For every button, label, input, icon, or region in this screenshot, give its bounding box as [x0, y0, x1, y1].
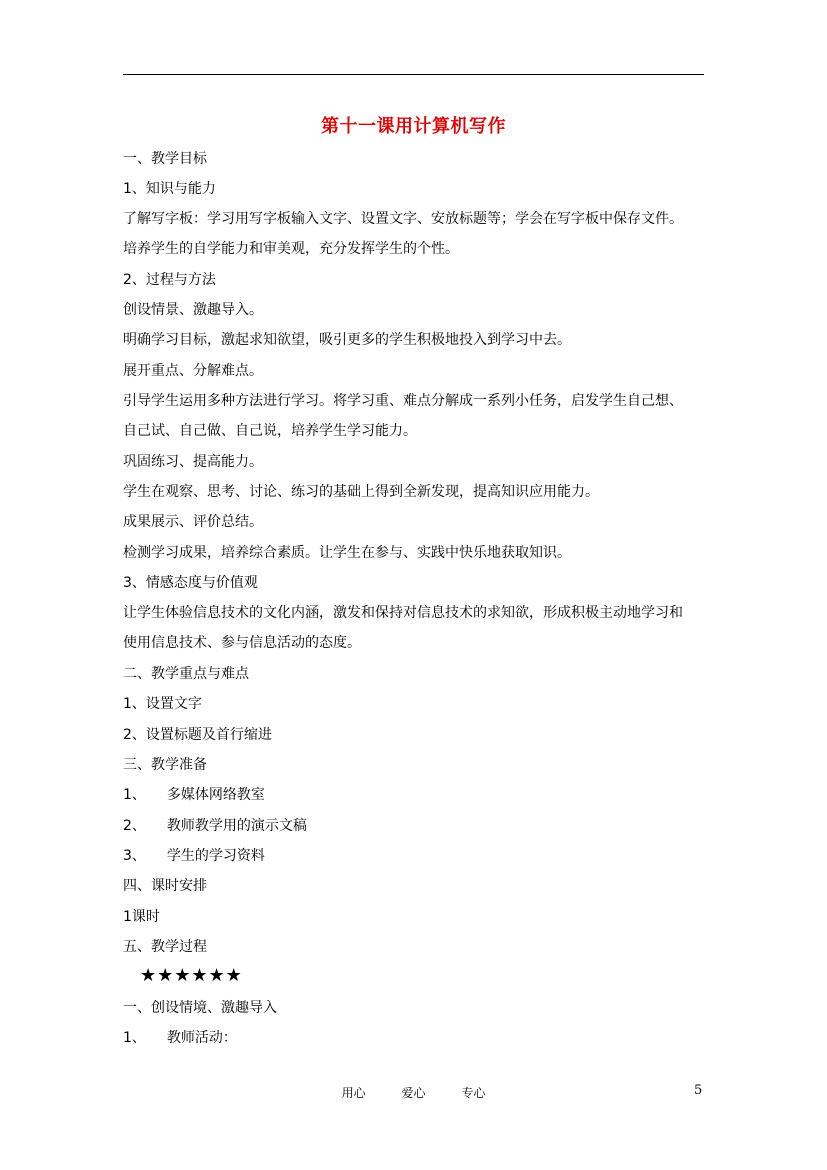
star-divider: ★★★★★★ — [140, 965, 243, 986]
body-line: 五、教学过程 — [123, 939, 207, 955]
page-number: 5 — [694, 1083, 703, 1098]
body-line: 了解写字板：学习用写字板输入文字、设置文字、安放标题等；学会在写字板中保存文件。 — [123, 211, 683, 227]
body-line: 创设情景、激趣导入。 — [123, 302, 263, 318]
body-line: 二、教学重点与难点 — [123, 666, 249, 682]
body-line: 1、设置文字 — [123, 696, 202, 712]
footer-motto-item: 用心 — [341, 1086, 366, 1100]
body-line: 一、教学目标 — [123, 151, 207, 167]
body-line: 巩固练习、提高能力。 — [123, 454, 263, 470]
body-line: 让学生体验信息技术的文化内涵，激发和保持对信息技术的求知欲，形成积极主动地学习和 — [123, 605, 683, 621]
body-line: 四、课时安排 — [123, 878, 207, 894]
footer-motto-item: 专心 — [461, 1086, 486, 1100]
body-line: 三、教学准备 — [123, 757, 207, 773]
body-line: 2、 教师教学用的演示文稿 — [123, 818, 307, 834]
body-line: 1、 多媒体网络教室 — [123, 787, 265, 803]
body-line: 1课时 — [123, 909, 160, 925]
body-line: 1、 教师活动： — [123, 1030, 237, 1046]
body-line: 培养学生的自学能力和审美观，充分发挥学生的个性。 — [123, 241, 459, 257]
body-line: 自己试、自己做、自己说，培养学生学习能力。 — [123, 423, 417, 439]
body-line: 展开重点、分解难点。 — [123, 363, 263, 379]
body-line: 明确学习目标，激起求知欲望，吸引更多的学生积极地投入到学习中去。 — [123, 332, 571, 348]
body-line: 学生在观察、思考、讨论、练习的基础上得到全新发现，提高知识应用能力。 — [123, 484, 599, 500]
document-title: 第十一课用计算机写作 — [321, 116, 506, 137]
footer-motto-item: 爱心 — [401, 1086, 426, 1100]
body-line: 使用信息技术、参与信息活动的态度。 — [123, 635, 361, 651]
body-line: 引导学生运用多种方法进行学习。将学习重、难点分解成一系列小任务，启发学生自己想、 — [123, 393, 683, 409]
body-line: 2、设置标题及首行缩进 — [123, 727, 272, 743]
body-line: 检测学习成果，培养综合素质。让学生在参与、实践中快乐地获取知识。 — [123, 545, 571, 561]
body-line: 3、情感态度与价值观 — [123, 575, 258, 591]
header-rule — [123, 74, 704, 75]
body-line: 1、知识与能力 — [123, 181, 216, 197]
body-line: 3、 学生的学习资料 — [123, 848, 265, 864]
body-line: 2、过程与方法 — [123, 272, 216, 288]
body-line: 成果展示、评价总结。 — [123, 514, 263, 530]
page-footer — [0, 1084, 827, 1101]
body-line: 一、创设情境、激趣导入 — [123, 1000, 277, 1016]
